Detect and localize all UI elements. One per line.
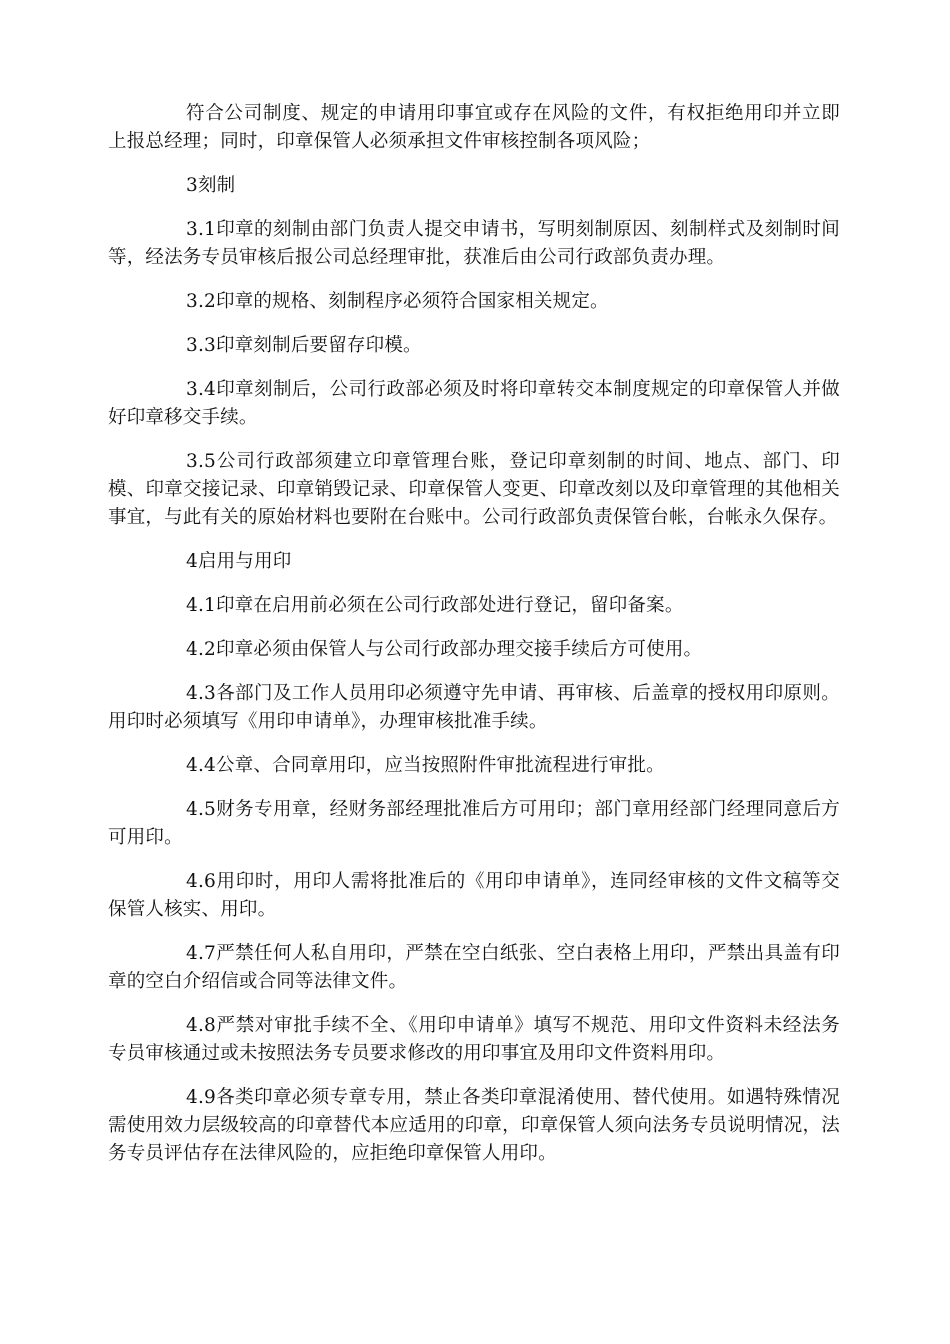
paragraph-4-1: 4.1印章在启用前必须在公司行政部处进行登记，留印备案。 xyxy=(186,595,684,616)
paragraph-4-7: 4.7严禁任何人私自用印，严禁在空白纸张、空白表格上用印，严禁出具盖有印章的空白介绍信或合同等法律文件。 xyxy=(108,943,840,992)
section-heading-4: 4启用与用印 xyxy=(186,551,292,572)
paragraph-3-4: 3.4印章刻制后，公司行政部必须及时将印章转交本制度规定的印章保管人并做好印章移交手续。 xyxy=(108,379,840,428)
paragraph-4-2: 4.2印章必须由保管人与公司行政部办理交接手续后方可使用。 xyxy=(186,639,703,660)
paragraph-4-8: 4.8严禁对审批手续不全、《用印申请单》填写不规范、用印文件资料未经法务专员审核通过或未按照法务专员要求修改的用印事宜及用印文件资料用印。 xyxy=(108,1015,840,1064)
paragraph-0: 符合公司制度、规定的申请用印事宜或存在风险的文件，有权拒绝用印并立即上报总经理；同时，印章保管人必须承担文件审核控制各项风险； xyxy=(108,103,840,152)
paragraph-4-6: 4.6用印时，用印人需将批准后的《用印申请单》，连同经审核的文件文稿等交保管人核实、用印。 xyxy=(108,871,840,920)
section-heading-3: 3刻制 xyxy=(186,175,236,196)
paragraph-3-2: 3.2印章的规格、刻制程序必须符合国家相关规定。 xyxy=(186,291,609,312)
paragraph-4-9: 4.9各类印章必须专章专用，禁止各类印章混淆使用、替代使用。如遇特殊情况需使用效力层级较高的印章替代本应适用的印章，印章保管人须向法务专员说明情况，法务专员评估存在法律风险的，应拒绝印章保管人用印。 xyxy=(108,1087,840,1164)
paragraph-3-1: 3.1印章的刻制由部门负责人提交申请书，写明刻制原因、刻制样式及刻制时间等，经法务专员审核后报公司总经理审批，获准后由公司行政部负责办理。 xyxy=(108,219,840,268)
paragraph-4-4: 4.4公章、合同章用印，应当按照附件审批流程进行审批。 xyxy=(186,755,665,776)
paragraph-4-5: 4.5财务专用章，经财务部经理批准后方可用印；部门章用经部门经理同意后方可用印。 xyxy=(108,799,840,848)
paragraph-3-5: 3.5公司行政部须建立印章管理台账，登记印章刻制的时间、地点、部门、印模、印章交接记录、印章销毁记录、印章保管人变更、印章改刻以及印章管理的其他相关事宜，与此有关的原始材料也要附在台账中。公司行政部负责保管台帐，台帐永久保存。 xyxy=(108,451,840,528)
paragraph-4-3: 4.3各部门及工作人员用印必须遵守先申请、再审核、后盖章的授权用印原则。用印时必须填写《用印申请单》，办理审核批准手续。 xyxy=(108,683,840,732)
paragraph-3-3: 3.3印章刻制后要留存印模。 xyxy=(186,335,422,356)
document-body xyxy=(108,100,840,1184)
